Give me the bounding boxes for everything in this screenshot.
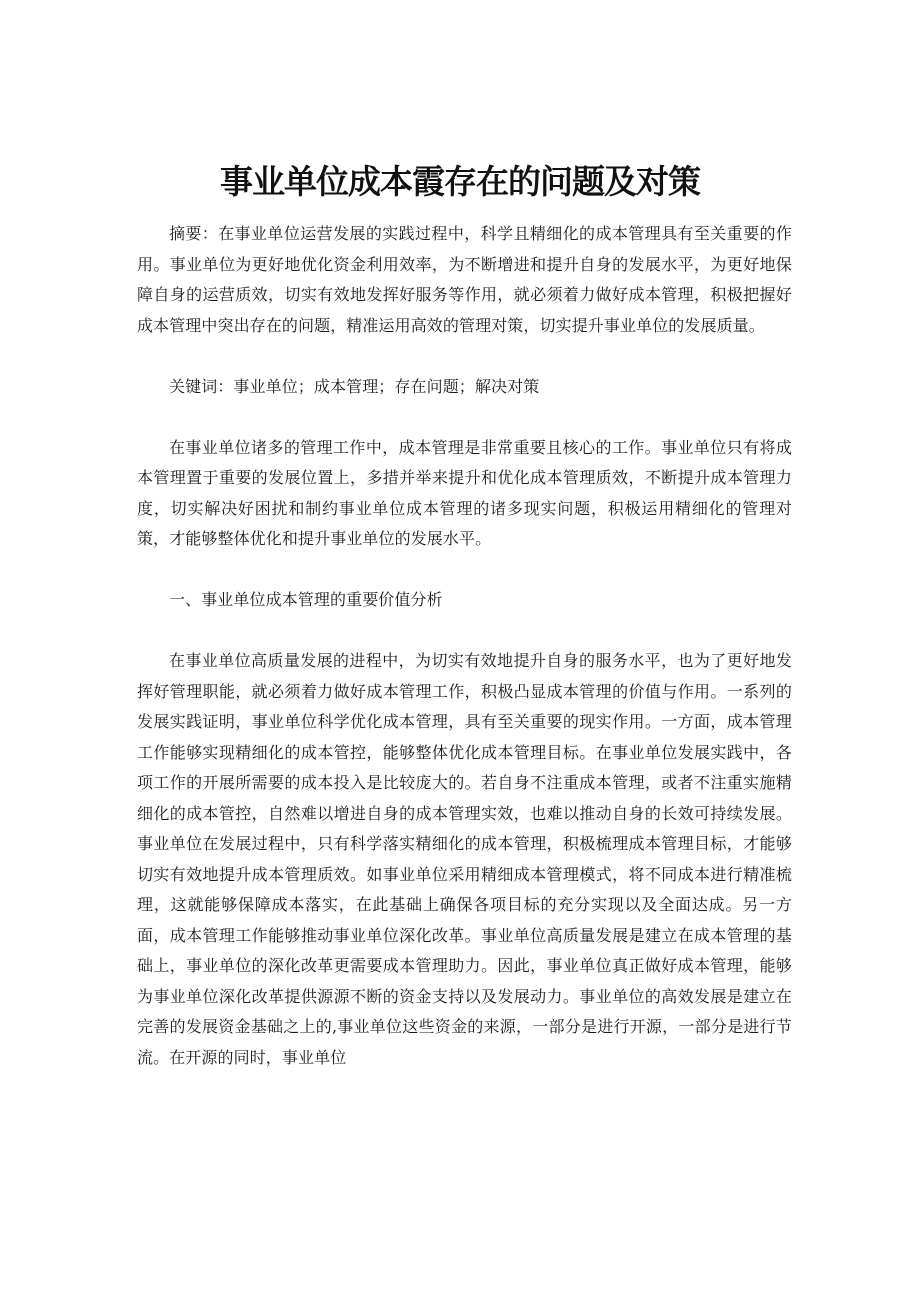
document-title: 事业单位成本霞存在的问题及对策 (220, 162, 700, 202)
body-paragraph: 在事业单位高质量发展的进程中，为切实有效地提升自身的服务水平，也为了更好地发挥好管理职能，就必须着力做好成本管理工作，积极凸显成本管理的价值与作用。一系列的发展实践证明，事业单位科学优化成本管理，具有至关重要的现实作用。一方面，成本管理工作能够实现精细化的成本管控，能够整体优化成本管理目标。在事业单位发展实践中，各项工作的开展所需要的成本投入是比较庞大的。若自身不注重成本管理，或者不注重实施精细化的成本管控，自然难以增进自身的成本管理实效，也难以推动自身的长效可持续发展。事业单位在发展过程中，只有科学落实精细化的成本管理，积极梳理成本管理目标，才能够切实有效地提升成本管理质效。如事业单位采用精细成本管理模式，将不同成本进行精准梳理，这就能够保障成本落实，在此基础上确保各项目标的充分实现以及全面达成。另一方面，成本管理工作能够推动事业单位深化改革。事业单位高质量发展是建立在成本管理的基础上，事业单位的深化改革更需要成本管理助力。因此，事业单位真正做好成本管理，能够为事业单位深化改革提供源源不断的资金支持以及发展动力。事业单位的高效发展是建立在完善的发展资金基础之上的,事业单位这些资金的来源，一部分是进行开源，一部分是进行节流。在开源的同时，事业单位 (137, 651, 792, 1067)
intro-paragraph: 在事业单位诸多的管理工作中，成本管理是非常重要且核心的工作。事业单位只有将成本管理置于重要的发展位置上，多措并举来提升和优化成本管理质效，不断提升成本管理力度，切实解决好困扰和制约事业单位成本管理的诸多现实问题，积极运用精细化的管理对策，才能够整体优化和提升事业单位的发展水平。 (137, 437, 792, 548)
keywords-paragraph: 关键词：事业单位；成本管理；存在问题；解决对策 (169, 376, 540, 396)
abstract-paragraph: 摘要：在事业单位运营发展的实践过程中，科学且精细化的成本管理具有至关重要的作用。事业单位为更好地优化资金利用效率，为不断增进和提升自身的发展水平，为更好地保障自身的运营质效，切实有效地发挥好服务等作用，就必须着力做好成本管理，积极把握好成本管理中突出存在的问题，精准运用高效的管理对策，切实提升事业单位的发展质量。 (137, 224, 792, 335)
document-body (137, 219, 792, 1104)
section-heading: 一、事业单位成本管理的重要价值分析 (169, 590, 443, 609)
